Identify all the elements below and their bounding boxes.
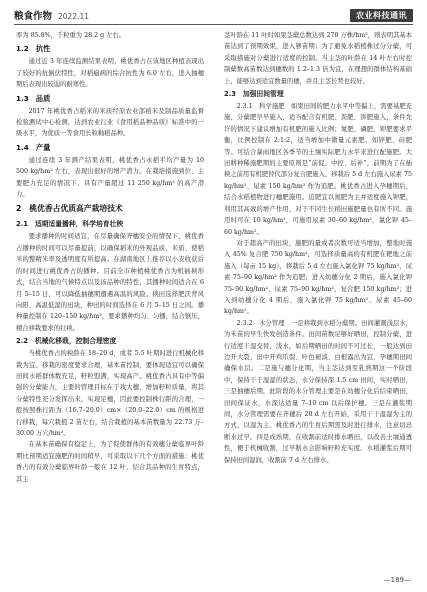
paragraph: 2.3.1 科学施肥 如果田间的肥力水平中等偏上，需要基肥充施，分蘖肥早早施入，适当配合有机肥、粪肥、饼肥施入，条件允许的情况下建议增加有机肥的施入比例；氮肥、磷肥、钾肥要求平衡，比例控制在 2:1:2，适当增加中微量元素肥，如锌肥、硅肥等。可结合暴雨地区各季节的土壤实际肥力水平来进行配施肥。大田耕种稀施肥期的主要原则是“前促、中控、后补”，前期为了在插秧之前用有机肥替代部分复合肥施入，移栽后 5 d 左右施入尿素 75 kg/hm²、尿素 150 kg/hm² 作为追肥。桃优香占进入孕穗期后，结合水稻植物进行穗肥施用。追肥宜以氮肥为主并适度施入钾肥，利用其高效的增产作用，对于不同生长稻田施肥量也有所不同。施用时可在 10 kg/hm²，可施用尿素 30–60 kg/hm²，氯化钾 45–60 kg/hm²。 (224, 103, 412, 236)
heading-resistance: 1.2 抗性 (16, 44, 51, 54)
page-number: —189— (383, 576, 411, 584)
journal-section: 粮食作物 (14, 11, 53, 22)
header-rule (14, 24, 413, 25)
header-left (14, 8, 89, 22)
left-column (16, 30, 204, 570)
heading-sowing: 2.1 适期适量播种，科学培育壮秧 (16, 220, 124, 229)
section-heading-cultivation: 2 桃优香占优质高产栽培技术 (16, 204, 123, 214)
heading-quality: 1.3 品质 (16, 93, 51, 103)
issue-number: 2022.11 (58, 12, 90, 21)
paragraph: 对于超高产的田块，施肥的量或者次数可适当增加，整地时施入 45% 复合肥 750 kg/hm²，可选择质量高的有机肥在耙地之前施入（每亩 15 kg），移栽后 5 d 左右施入氯化钾 75 kg/hm²、尿素 75–90 kg/hm² 作为追肥；进入幼穗分化 2 期后，施入氯化钾 75–90 kg/hm²、尿素 75–90 kg/hm²，复合肥 150 kg/hm²；进入到幼穗分化 4 期后，施入氯化钾 75 kg/hm²、尿素 45–60 kg/hm²。 (224, 239, 412, 316)
paragraph: 要求播种的时间适宜，在尽量确保齐穗安全的情况下，桃优香占播种的时间可以尽量提前，以确保稻米的外观品质、米质、使稻米的整精米率及透明度有所提高。在湖南地区上推荐以小麦收获后的时间进行桃优香占的播种。目前全市种植桃优香占为机插秧形式，结合当地的气候特点以及该品种的特性，其播种时间适合在 6 月 5–15 日，可以降低抽穗期遭遇高温的风险。秧田选择肥沃背风向阳、高温低湿的田块，种田的时间选择在 6 月 5–15 日之间。播种量控制在 120–150 kg/hm²，要求播种均匀、匀播，结合镇压，精合移栽要求的壮秧。 (16, 233, 204, 332)
paragraph: 率为 85.8%，千粒重为 28.2 g 左右。 (16, 32, 126, 39)
paragraph: 当桃优香占的秧龄在 18–20 d，或者 5.5 叶期时进行机械化移栽为宜。移栽的密度要求合理，基本苗控制，要体现适宜可以确保田间水稻群体数充足，籽粒饱满，实现高产。桃优香占具有中等偏强的分蘖能力，主要的管理目标在于攻大穗，增加籽粒质量，将其分蘖特性充分发挥出来，实现足穗，因此要控制株行距的合理，一般按照株行距为（16.7–20.0）cm×（20.0–22.0）cm 的规格进行移栽，每穴栽植 2 苗左右，结合栽植的基本苗数量为 22.73 万–30.00 万穴/hm²。 (16, 350, 204, 437)
paragraph: 通过连续 3 年测产结果表明，桃优香占水稻平均产量为 10 500 kg/hm² 左右，表现出很好的增产潜力。在栽培措施到位、主要肥力充足的情况下，具有产量超过 11 250 kg/hm² 的高产潜力。 (16, 156, 204, 199)
paragraph: 茎叶龄在 11 叶时如果茎蘖总数达到 270 万株/hm²，则表明其基本苗达到了预期效果，进入够苗期；为了避免水稻植株过分分蘖，可采取措施对分蘖进行适度的控制。当主茎的叶龄在 14 叶左右时控制蘖数高苗数达到穗数的 1.2–1.3 倍为宜，在理想的群体结构基础上，能够达到适宜数量的穗，并且主茎长势也较好。 (224, 32, 412, 85)
heading-field-management: 2.3 加强田间管理 (224, 90, 284, 99)
paragraph: 在基本苗确保有稳定上，为了促使群体的有效穗分蘖临界叶龄期比预期适宜施肥的时间稍早，可采取以下几个方面的措施：桃优香占的有效分蘖临界叶龄一般在 12 叶，结合其品种的生育特点，其主 (16, 441, 204, 483)
right-column (224, 30, 412, 570)
paragraph: 2017 年桃优香占稻米的米质经原农业部稻米及制品质量监督检验测试中心检测，达到农业行业《食用稻品种品质》标准中的一级水平，为优质一等食用长粒籼稻品种。 (16, 107, 204, 138)
heading-yield: 1.4 产量 (16, 142, 51, 152)
publisher-logo: 农业科技通讯 (350, 9, 413, 22)
paragraph: 通过近 3 年连续监测结果表明，桃优香占在该地区种植表现出了较好的抗倒伏特性，对稻瘟病的综合抗性为 6.0 左右，进入抽穗期后表现出较弱的耐寒性。 (16, 58, 204, 89)
heading-transplanting: 2.2 机械化移栽，控制合理密度 (16, 337, 117, 346)
running-header (14, 6, 413, 22)
paragraph: 2.3.2 水分管理 一是移栽到水稻分蘖期。田间灌溉浅层水，为禾苗的早生快发创造条件。田间苗数足够好晒田，控制分蘖，进行适度干湿交替，浅水，如后期晒田的时间不可过长，一般达到田边开大裂、田中开鸡爪裂、叶色褪淡、白根露出为宜，孕穗期田间确保水层。二是施与穗分化期，当主茎达到至乳熟期这一个阶段中，保持干干湿湿的状态，水分保持深 1.5 cm 田间，实时晒田，三是抽穗后期，此阶段的水分管理主要是在幼穗分化后结束晒田，田间保证水，水深达适量 7–10 cm 以后保护穗。三是在灌浆期间，水分管理需要在齐穗后 20 d 左右开始，采用干干湿湿为主的方式，以湿为主。桃优香占的生育后期需及时进行排水，注意切忌断水过早。四是成熟期，在收割前适时排水晒田，以改善土壤通透性，便于机械收割，过早断水会影响籽粒充实度。水稻灌浆后期可保持田间湿润，收割前 7 d 左右排水。 (224, 319, 412, 464)
